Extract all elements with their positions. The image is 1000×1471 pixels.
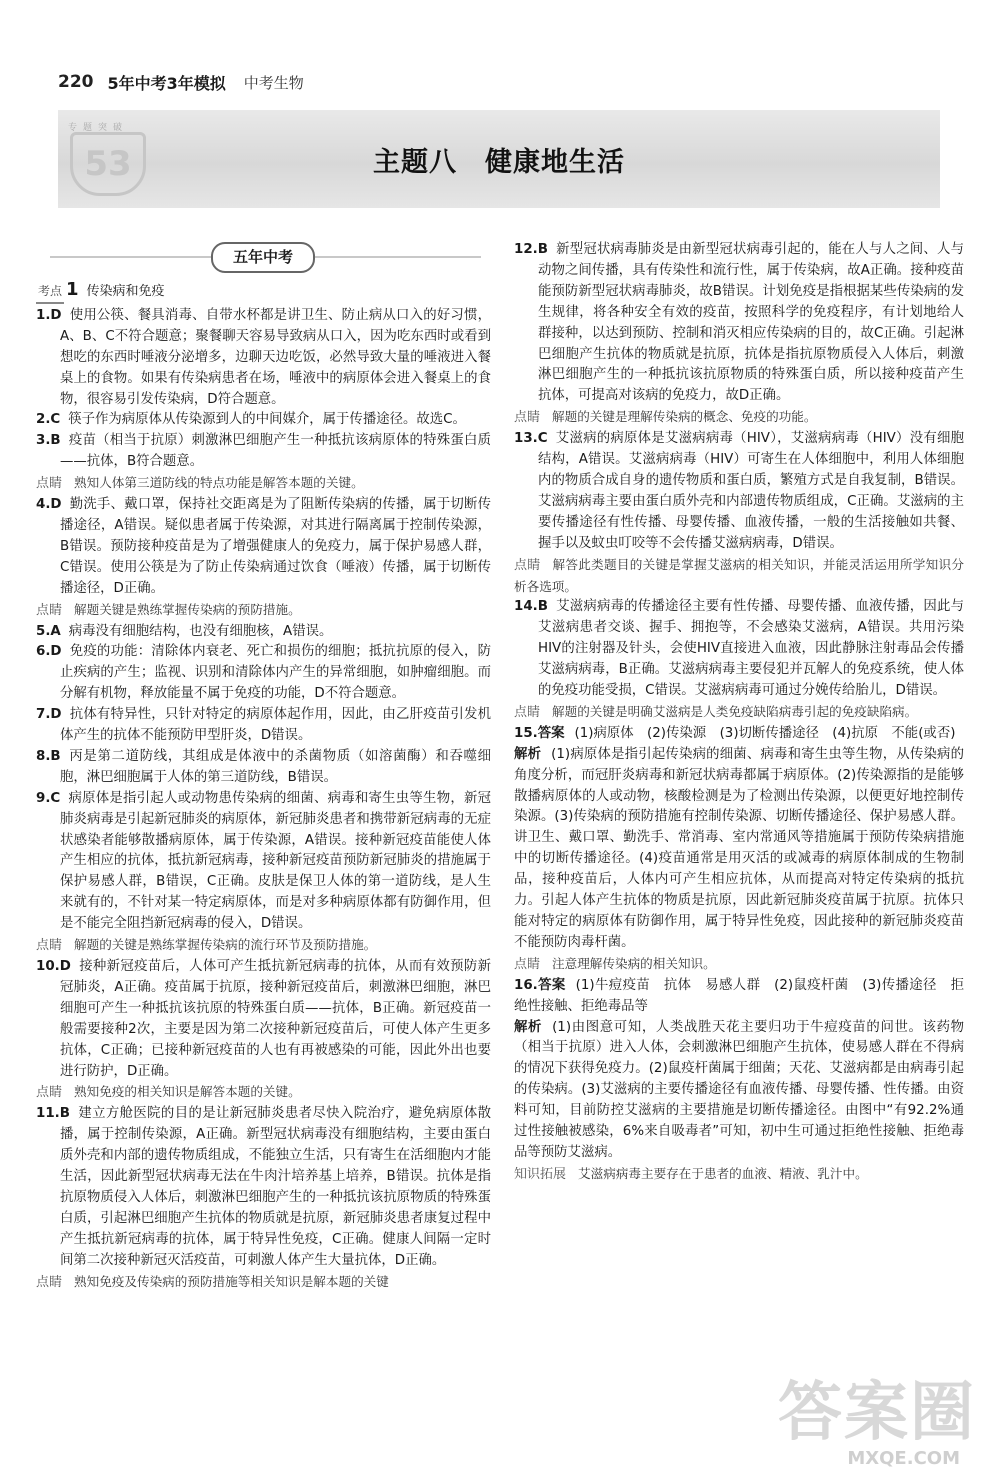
answer-text: 新型冠状病毒肺炎是由新型冠状病毒引起的，能在人与人之间、人与动物之间传播，具有传染性和流行性，属于传染病，故A正确。接种疫苗能预防新型冠状病毒肺炎，故B错误。计划免疫是指根据某些传染病的发生规律，将各种安全有效的疫苗，按照科学的免疫程序，有计划地给人群接种，以达到预防、控制和消灭相应传染病的目的，故C正确。引起淋巴细胞产生抗体的物质就是抗原，抗体是指抗原物质侵入人体后，刺激淋巴细胞产生的一种抵抗该抗原物质的特殊蛋白质，所以接种疫苗产生抗体，可提高对该病的免疫力，故D正确。 [538,242,964,404]
answer-item [514,240,964,407]
tip-note [514,407,964,429]
answer-text: (1)牛痘疫苗 抗体 易感人群 (2)鼠疫杆菌 (3)传播途径 拒绝性接触、拒绝毒品等 [514,977,964,1014]
tip-label: 点睛 [514,704,541,720]
answer-text: 病毒没有细胞结构，也没有细胞核，A错误。 [68,623,333,639]
tip-text: 注意理解传染病的相关知识。 [552,955,716,971]
tip-note [514,702,964,724]
answer-text: (1)由图意可知，人类战胜天花主要归功于牛痘疫苗的问世。该药物（相当于抗原）进入人体，会刺激淋巴细胞产生抗体，使易感人群在不得病的情况下获得免疫力。(2)鼠疫杆菌属于细菌；天花、艾滋病都是由病毒引起的传染病。(3)艾滋病的主要传播途径有血液传播、母婴传播、性传播。由资料可知，目前防控艾滋病的主要措施是切断传播途径。由图中“有92.2%通过性接触被感染，6%来自吸毒者”可知，初中生可通过拒绝性接触、拒绝毒品等预防艾滋病。 [514,1019,965,1160]
tip-note [514,555,964,598]
question-number: 4.D [36,497,62,513]
answer-text: 勤洗手、戴口罩，保持社交距离是为了阻断传染病的传播，属于切断传播途径，A错误。疑似患者属于传染源，对其进行隔离属于控制传染源，B错误。预防接种疫苗是为了增强健康人的免疫力，属于保护易感人群，C错误。使用公筷是为了防止传染病通过饮食（唾液）传播，属于切断传播途径，D正确。 [60,497,491,596]
answer-text: 艾滋病病毒的传播途径主要有性传播、母婴传播、血液传播，因此与艾滋病患者交谈、握手、拥抱等，不会感染艾滋病，A错误。共用污染HIV的注射器及针头，会使HIV直接进入血液，因此静脉注射毒品会传播艾滋病病毒，B正确。艾滋病病毒主要侵犯并瓦解人的免疫系统，使人体的免疫功能受损，C错误。艾滋病病毒可通过分娩传给胎儿，D错误。 [538,599,964,699]
answer-item [36,1104,491,1271]
question-number: 7.D [36,707,62,723]
answer-label: 15.答案 [514,725,565,741]
tip-text: 解题的关键是理解传染病的概念、免疫的功能。 [552,409,817,425]
answer-label: 解析 [514,746,542,762]
question-number: 8.B [36,748,61,764]
kaodian-number: 1 [66,279,79,300]
answer-text: 病原体是指引起人或动物患传染病的细菌、病毒和寄生虫等生物，新冠肺炎病毒是引起新冠肺炎的病原体，新冠肺炎患者和携带新冠病毒的无症状感染者能够散播病原体，属于传染源，A错误。接种新冠疫苗能使人体产生相应的抗体，抵抗新冠病毒，接种新冠疫苗预防新冠肺炎的措施属于保护易感人群，B错误，C正确。皮肤是保卫人体的第一道防线，是人生来就有的，不针对某一特定病原体，而是对多种病原体都有防御作用，但是不能完全阻挡新冠病毒的侵入，D错误。 [60,790,491,932]
answer-block [514,976,964,1018]
answer-block [514,724,964,745]
answer-text: 接种新冠疫苗后，人体可产生抵抗新冠病毒的抗体，从而有效预防新冠肺炎，A正确。疫苗属于抗原，接种新冠疫苗后，刺激淋巴细胞，淋巴细胞可产生一种抵抗该抗原的特殊蛋白质——抗体，B正确。新冠疫苗一般需要接种2次，主要是因为第二次接种新冠疫苗后，可使人体产生更多抗体，C正确；已接种新冠疫苗的人也有再被感染的可能，因此外出也要进行防护，D正确。 [60,959,491,1079]
tip-note [36,1082,491,1104]
page-number: 220 [58,72,94,92]
answer-label: 解析 [514,1019,543,1035]
tip-note [514,954,964,976]
answer-item [514,597,964,702]
answer-text: 艾滋病的病原体是艾滋病病毒（HIV），艾滋病病毒（HIV）没有细胞结构，A错误。艾滋病病毒（HIV）可寄生在人体细胞中，利用人体细胞内的物质合成自身的遗传物质和蛋白质，繁殖方式是自我复制，B错误。艾滋病病毒主要由蛋白质外壳和内部遗传物质组成，C正确。艾滋病的主要传播途径有性传播、母婴传播、血液传播，一般的生活接触如共餐、握手以及蚊虫叮咬等不会传播艾滋病病毒，D错误。 [538,431,964,551]
answer-item [36,410,491,431]
book-title: 5年中考3年模拟 [107,73,226,93]
tip-text: 熟知免疫的相关知识是解答本题的关键。 [74,1084,301,1100]
answer-text: (1)病原体是指引起传染病的细菌、病毒和寄生虫等生物，从传染病的角度分析，而冠肝炎病毒和新冠状病毒都属于病原体。(2)传染源指的是能够散播病原体的人或动物，核酸检测是为了检测出传染源，以便更好地控制传染源。(3)传染病的预防措施有控制传染源、切断传播途径、保护易感人群。讲卫生、戴口罩、勤洗手、常消毒、室内常通风等措施属于预防传染病措施中的切断传播途径。(4)疫苗通常是用灭活的或减毒的病原体制成的生物制品，接种疫苗后，人体内可产生相应抗体，从而提高对特定传染病的抵抗力。引起人体产生抗体的物质是抗原，因此新冠肺炎疫苗属于抗原。抗体只能对特定的病原体有防御作用，属于特异性免疫，因此接种的新冠肺炎疫苗不能预防肉毒杆菌。 [514,746,965,950]
tip-text: 解题的关键是明确艾滋病是人类免疫缺陷病毒引起的免疫缺陷病。 [552,703,918,719]
tip-note [514,1164,964,1186]
kaodian-label: 考点 [36,281,64,304]
tip-label: 点睛 [36,476,63,492]
answer-item [36,622,491,643]
answer-item [36,705,491,747]
answer-item [36,495,491,600]
tip-label: 点睛 [514,410,541,426]
banner-stamp-caption: 专题突破 [68,123,129,133]
answer-text: (1)病原体 (2)传染源 (3)切断传播途径 (4)抗原 不能(或否) [574,725,956,741]
question-number: 12.B [514,242,548,257]
question-number: 13.C [514,431,548,447]
answer-block [514,745,964,954]
question-number: 5.A [36,623,61,639]
answer-item [36,431,491,473]
kaodian-title: 传染病和免疫 [86,284,165,299]
answer-label: 16.答案 [514,977,566,993]
answer-item [36,789,491,935]
tip-text: 解题的关键是熟练掌握传染病的流行环节及预防措施。 [74,937,377,953]
tip-text: 熟知人体第三道防线的特点功能是解答本题的关键。 [74,475,364,491]
watermark-logo: 答案圈 [778,1376,976,1450]
tip-text: 熟知免疫及传染病的预防措施等相关知识是解本题的关键 [74,1273,389,1289]
question-number: 9.C [36,790,61,806]
answer-text: 免疫的功能：清除体内衰老、死亡和损伤的细胞；抵抗抗原的侵入，防止疾病的产生；监视、识别和清除体内产生的异常细胞，如肿瘤细胞。而分解有机物，释放能量不属于免疫的功能，D不符合题意。 [60,644,491,702]
question-number: 3.B [36,433,61,449]
tip-note [36,473,491,495]
kaodian-heading [36,280,491,304]
tip-label: 点睛 [514,956,541,972]
section-heading [36,240,491,274]
question-number: 14.B [514,599,548,615]
answer-item [36,957,491,1082]
answer-text: 使用公筷、餐具消毒、自带水杯都是讲卫生、防止病从口入的好习惯，A、B、C不符合题意；聚餐聊天容易导致病从口入，因为吃东西时或看到想吃的东西时唾液分泌增多，边聊天边吃饭，必然导致大量的唾液进入餐桌上的食物。如果有传染病患者在场，唾液中的病原体会进入餐桌上的食物，很容易引发传染病，D符合题意。 [60,307,491,407]
tip-label: 知识拓展 [514,1166,567,1182]
running-header [58,66,304,98]
tip-note [36,600,491,622]
question-number: 1.D [36,307,62,323]
watermark-url: MXQE.COM [847,1448,960,1469]
tip-label: 点睛 [36,938,63,954]
tip-text: 解题关键是熟练掌握传染病的预防措施。 [74,601,301,617]
tip-label: 点睛 [36,1274,63,1290]
question-number: 6.D [36,644,62,660]
topic-banner [58,110,940,208]
section-title: 五年中考 [211,242,315,273]
answer-item [36,747,491,789]
tip-note [36,935,491,957]
answer-text: 筷子作为病原体从传染源到人的中间媒介，属于传播途径。故选C。 [68,412,466,428]
tip-label: 点睛 [514,557,541,573]
answer-text: 丙是第二道防线，其组成是体液中的杀菌物质（如溶菌酶）和吞噬细胞，淋巴细胞属于人体的第三道防线，B错误。 [60,748,491,785]
left-column [36,240,491,1294]
answer-item [36,642,491,705]
question-number: 10.D [36,959,71,974]
53-logo-icon: 53 [70,132,146,196]
answer-text: 抗体有特异性，只针对特定的病原体起作用，因此，由乙肝疫苗引发机体产生的抗体不能预防甲型肝炎，D错误。 [60,707,491,744]
answer-block [514,1018,964,1164]
answer-item [36,306,491,411]
tip-text: 解答此类题目的关键是掌握艾滋病的相关知识，并能灵活运用所学知识分析各选项。 [514,556,964,594]
answer-item [514,429,964,554]
answer-text: 建立方舱医院的目的是让新冠肺炎患者尽快入院治疗，避免病原体散播，属于控制传染源，A正确。新型冠状病毒没有细胞结构，主要由蛋白质外壳和内部的遗传物质组成，不能独立生活，只有寄生在活细胞内才能生活，因此新型冠状病毒无法在牛肉汁培养基上培养，B错误。抗体是指抗原物质侵入人体后，刺激淋巴细胞产生的一种抵抗该抗原物质的特殊蛋白质，引起淋巴细胞产生抗体的物质就是抗原，新冠肺炎患者康复过程中产生抵抗新冠病毒的抗体，属于特异性免疫，C正确。健康人间隔一定时间第二次接种新冠灭活疫苗，可刺激人体产生大量抗体，D正确。 [60,1106,491,1268]
tip-label: 点睛 [36,602,63,618]
answer-text: 疫苗（相当于抗原）刺激淋巴细胞产生一种抵抗该病原体的特殊蛋白质——抗体，B符合题意。 [60,433,491,470]
subject-label: 中考生物 [243,73,304,92]
question-number: 11.B [36,1106,70,1122]
tip-label: 点睛 [36,1085,63,1101]
tip-note [36,1272,491,1294]
question-number: 2.C [36,412,61,428]
tip-text: 艾滋病病毒主要存在于患者的血液、精液、乳汁中。 [578,1165,868,1181]
right-column [514,240,964,1186]
topic-title: 主题八 健康地生活 [373,147,625,178]
